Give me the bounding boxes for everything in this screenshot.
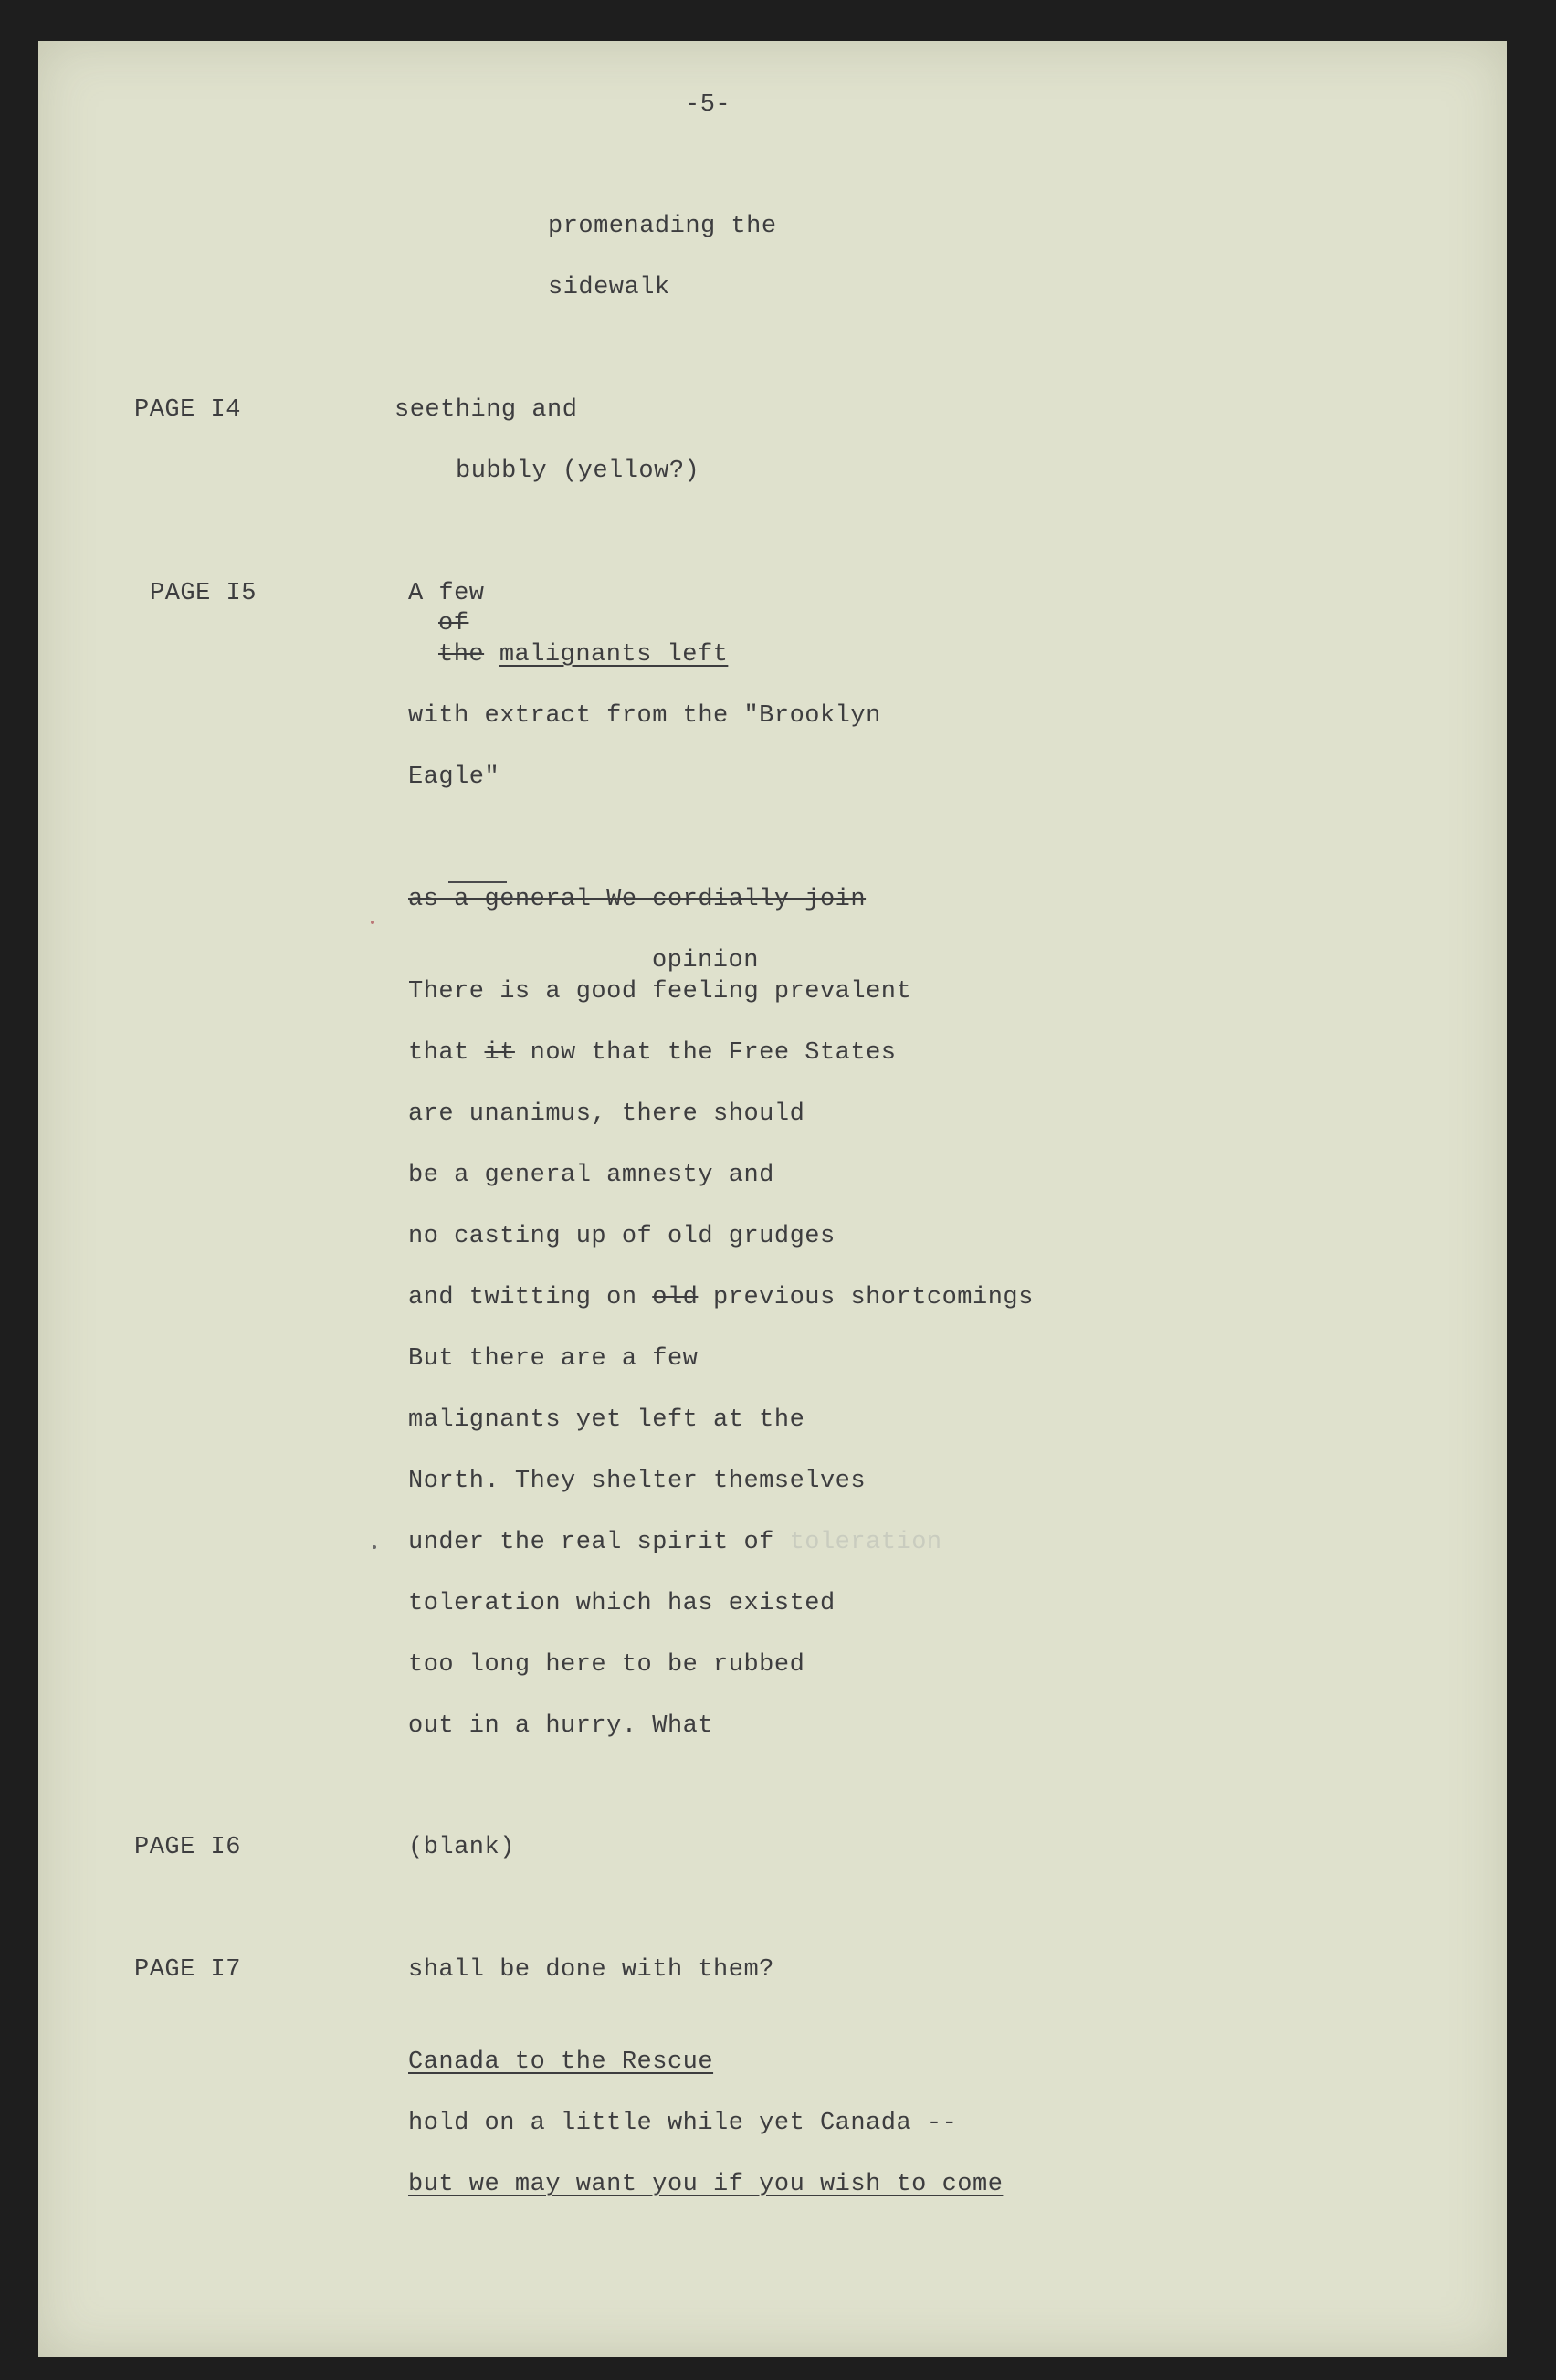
underlined-phrase: malignants left xyxy=(499,641,729,669)
text-line: (blank) xyxy=(408,1834,515,1861)
page-label-16: PAGE I6 xyxy=(134,1834,241,1861)
text-line: promenading the xyxy=(548,213,777,240)
text-line: toleration which has existed xyxy=(408,1590,836,1617)
text-line xyxy=(438,640,728,669)
text-line: be a general amnesty and xyxy=(408,1162,774,1189)
text-line: bubbly (yellow?) xyxy=(456,458,700,485)
text-fragment: that xyxy=(408,1039,485,1067)
struck-word: it xyxy=(484,1039,515,1067)
ink-speck xyxy=(373,1545,376,1549)
text-line: out in a hurry. What xyxy=(408,1712,714,1740)
text-fragment: under the real spirit of xyxy=(408,1529,774,1556)
inserted-word: opinion xyxy=(652,947,759,974)
text-line: hold on a little while yet Canada -- xyxy=(408,2110,958,2137)
document-page xyxy=(38,41,1507,2357)
text-line: but we may want you if you wish to come xyxy=(408,2171,1004,2198)
text-line: seething and xyxy=(394,396,578,424)
text-line xyxy=(408,1283,1034,1312)
text-line: no casting up of old grudges xyxy=(408,1223,836,1250)
text-line: There is a good feeling prevalent xyxy=(408,978,912,1006)
text-fragment: previous shortcomings xyxy=(698,1284,1034,1311)
page-label-15: PAGE I5 xyxy=(150,580,257,607)
ink-speck xyxy=(371,921,374,924)
text-fragment: and twitting on xyxy=(408,1284,653,1311)
page-label-17: PAGE I7 xyxy=(134,1956,241,1984)
text-line: A few xyxy=(408,580,485,607)
struck-line: as a general We cordially join xyxy=(408,886,867,913)
text-line: sidewalk xyxy=(548,274,670,301)
struck-word: the xyxy=(438,641,485,669)
text-line: North. They shelter themselves xyxy=(408,1468,867,1495)
section-heading: Canada to the Rescue xyxy=(408,2048,714,2076)
text-line xyxy=(408,1038,897,1068)
text-line: shall be done with them? xyxy=(408,1956,774,1984)
struck-word: old xyxy=(652,1284,699,1311)
text-line: Eagle" xyxy=(408,763,500,791)
text-line: malignants yet left at the xyxy=(408,1406,805,1434)
struck-word: of xyxy=(438,610,469,637)
text-line xyxy=(408,1528,942,1557)
text-line: But there are a few xyxy=(408,1345,699,1373)
erased-word: toleration xyxy=(789,1529,942,1556)
text-line: are unanimus, there should xyxy=(408,1100,805,1128)
dash-separator xyxy=(448,881,507,883)
page-number: -5- xyxy=(685,91,731,119)
text-line: too long here to be rubbed xyxy=(408,1651,805,1679)
text-line: with extract from the "Brooklyn xyxy=(408,702,881,730)
text-fragment: now that the Free States xyxy=(514,1039,897,1067)
page-label-14: PAGE I4 xyxy=(134,396,241,424)
